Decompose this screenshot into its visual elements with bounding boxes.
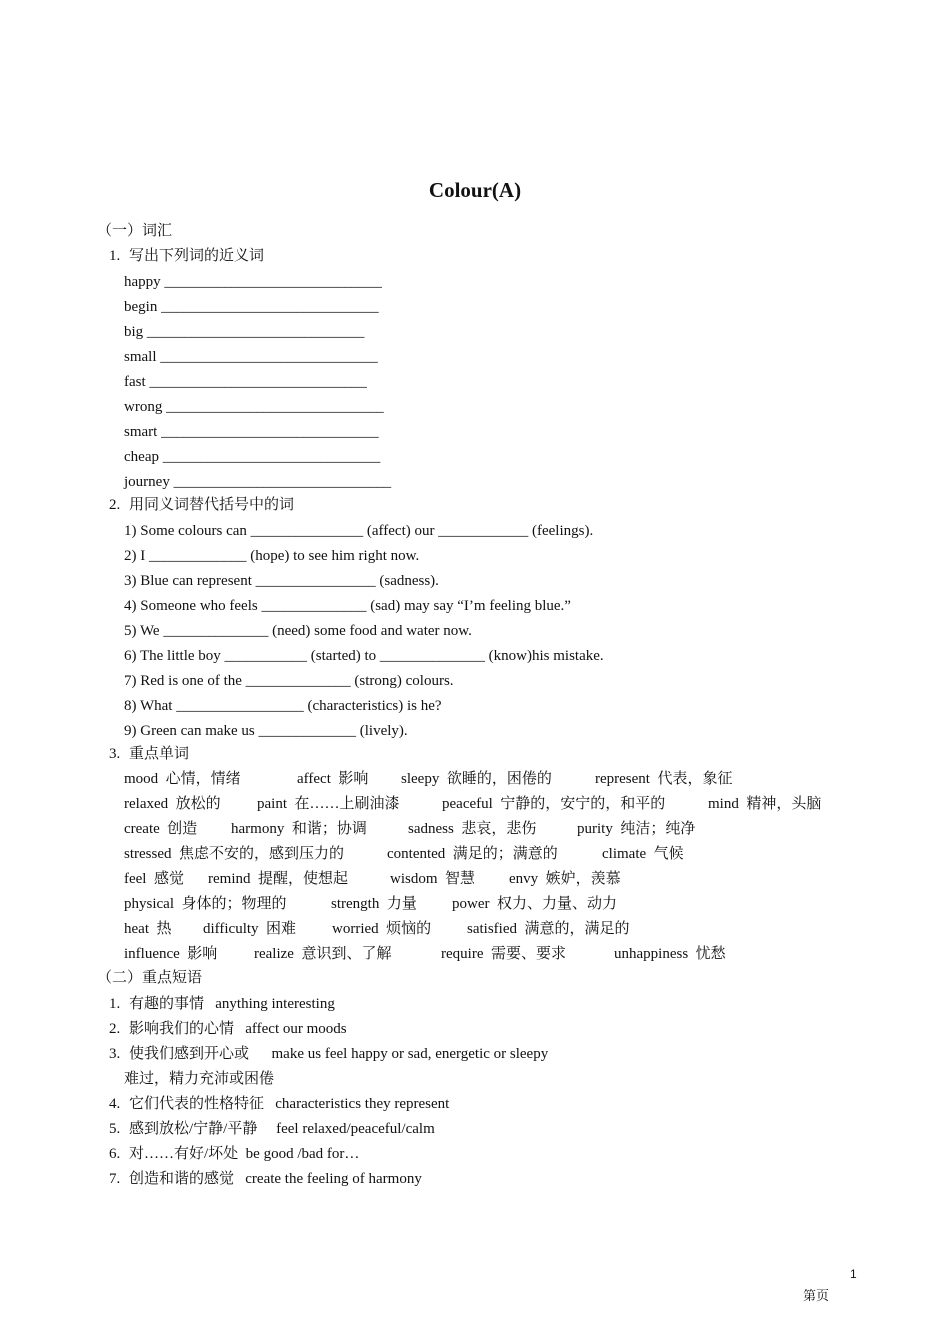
synonym-item [124,272,382,292]
part1-label: 写出下列词的近义词 [129,248,265,264]
phrase-english: be good /bad for… [245,1146,360,1162]
phrase-item [109,1094,449,1114]
section-heading-vocabulary: （一）词汇 [97,223,173,239]
phrase-number: 5. [109,1121,121,1137]
phrase-chinese: 它们代表的性格特征 [129,1096,265,1112]
phrase-number: 3. [109,1046,121,1062]
phrase-item [109,1044,548,1064]
vocab-entry: represent 代表，象征 [595,771,733,787]
fill-sentence: 2) I _____________ (hope) to see him right now. [124,548,420,564]
phrase-item [109,1169,422,1189]
phrase-number: 6. [109,1146,121,1162]
phrase-chinese: 使我们感到开心或 [129,1046,250,1062]
phrase-chinese: 对……有好/坏处 [129,1146,239,1162]
vocab-entry: sleepy 欲睡的，困倦的 [401,771,552,787]
synonym-word: journey [124,474,170,490]
answer-blank: _____________________________ [161,299,379,315]
synonym-word: smart [124,424,158,440]
phrase-chinese: 影响我们的心情 [129,1021,235,1037]
answer-blank: _____________________________ [162,449,381,465]
vocab-entry: sadness 悲哀，悲伤 [408,821,537,837]
part2-number: 2. [109,497,121,513]
phrase-english: create the feeling of harmony [245,1171,422,1187]
answer-blank: _____________________________ [146,324,365,340]
vocab-entry: physical 身体的；物理的 [124,896,287,912]
synonym-word: cheap [124,449,159,465]
section-heading-phrases: （二）重点短语 [97,970,203,986]
vocab-entry: peaceful 宁静的，安宁的，和平的 [442,796,666,812]
synonym-item [124,422,379,442]
part1-heading [109,246,264,266]
answer-blank: _____________________________ [160,349,378,365]
vocab-entry: mind 精神，头脑 [708,796,822,812]
phrase-english: affect our moods [245,1021,347,1037]
vocab-entry: paint 在……上刷油漆 [257,796,400,812]
vocab-entry: remind 提醒，使想起 [208,871,348,887]
vocab-entry: relaxed 放松的 [124,796,221,812]
vocab-entry: heat 热 [124,921,172,937]
synonym-item [124,397,384,417]
synonym-item [124,372,367,392]
part3-number: 3. [109,746,121,762]
answer-blank: _____________________________ [166,399,384,415]
part3-label: 重点单词 [129,746,190,762]
vocab-entry: purity 纯洁；纯净 [577,821,696,837]
fill-sentence: 7) Red is one of the ______________ (strong) colours. [124,673,454,689]
answer-blank: _____________________________ [149,374,367,390]
part2-label: 用同义词替代括号中的词 [129,497,295,513]
synonym-word: happy [124,274,161,290]
vocab-entry: climate 气候 [602,846,684,862]
answer-blank: _____________________________ [161,424,379,440]
vocab-entry: influence 影响 [124,946,218,962]
fill-sentence: 5) We ______________ (need) some food and water now. [124,623,472,639]
phrase-item [109,994,335,1014]
phrase-number: 2. [109,1021,121,1037]
vocab-entry: wisdom 智慧 [390,871,476,887]
vocab-entry: stressed 焦虑不安的，感到压力的 [124,846,344,862]
fill-sentence: 8) What _________________ (characteristics) is he? [124,698,442,714]
synonym-word: big [124,324,144,340]
synonym-item [124,322,364,342]
phrase-english: anything interesting [215,996,335,1012]
synonym-item [124,472,391,492]
part2-heading [109,495,294,515]
vocab-entry: feel 感觉 [124,871,184,887]
vocab-entry: require 需要、要求 [441,946,566,962]
synonym-item [124,297,379,317]
part1-number: 1. [109,248,121,264]
vocab-entry: mood 心情，情绪 [124,771,241,787]
vocab-entry: harmony 和谐；协调 [231,821,367,837]
synonym-word: wrong [124,399,163,415]
vocab-entry: difficulty 困难 [203,921,297,937]
vocab-entry: contented 满足的；满意的 [387,846,558,862]
part3-heading [109,744,189,764]
vocab-entry: strength 力量 [331,896,417,912]
vocab-entry: satisfied 满意的，满足的 [467,921,630,937]
fill-sentence: 4) Someone who feels ______________ (sad) may say “I’m feeling blue.” [124,598,571,614]
phrase-continuation: 难过，精力充沛或困倦 [124,1071,275,1087]
vocab-entry: affect 影响 [297,771,369,787]
vocab-entry: envy 嫉妒，羡慕 [509,871,621,887]
phrase-english: make us feel happy or sad, energetic or sleepy [271,1046,549,1062]
fill-sentence: 6) The little boy ___________ (started) to ______________ (know)his mistake. [124,648,604,664]
page-number: 1 [850,1267,857,1281]
synonym-word: begin [124,299,158,315]
phrase-item [109,1144,359,1164]
phrase-chinese: 有趣的事情 [129,996,205,1012]
fill-sentence: 1) Some colours can _______________ (affect) our ____________ (feelings). [124,523,594,539]
phrase-number: 1. [109,996,121,1012]
phrase-english: characteristics they represent [275,1096,450,1112]
phrase-number: 4. [109,1096,121,1112]
vocab-entry: realize 意识到、了解 [254,946,392,962]
vocab-entry: unhappiness 忧愁 [614,946,726,962]
phrase-item [109,1119,435,1139]
synonym-item [124,347,378,367]
phrase-chinese: 创造和谐的感觉 [129,1171,235,1187]
synonym-word: small [124,349,157,365]
synonym-word: fast [124,374,146,390]
page-title: Colour(A) [428,178,522,202]
vocab-entry: worried 烦恼的 [332,921,432,937]
page-label: 第页 [803,1288,830,1303]
vocab-entry: power 权力、力量、动力 [452,896,617,912]
vocab-entry: create 创造 [124,821,198,837]
phrase-item [109,1019,347,1039]
phrase-chinese: 感到放松/宁静/平静 [129,1121,258,1137]
fill-sentence: 9) Green can make us _____________ (lively). [124,723,408,739]
synonym-item [124,447,380,467]
answer-blank: _____________________________ [164,274,382,290]
answer-blank: _____________________________ [173,474,392,490]
fill-sentence: 3) Blue can represent ________________ (sadness). [124,573,439,589]
phrase-english: feel relaxed/peaceful/calm [276,1121,435,1137]
phrase-number: 7. [109,1171,121,1187]
